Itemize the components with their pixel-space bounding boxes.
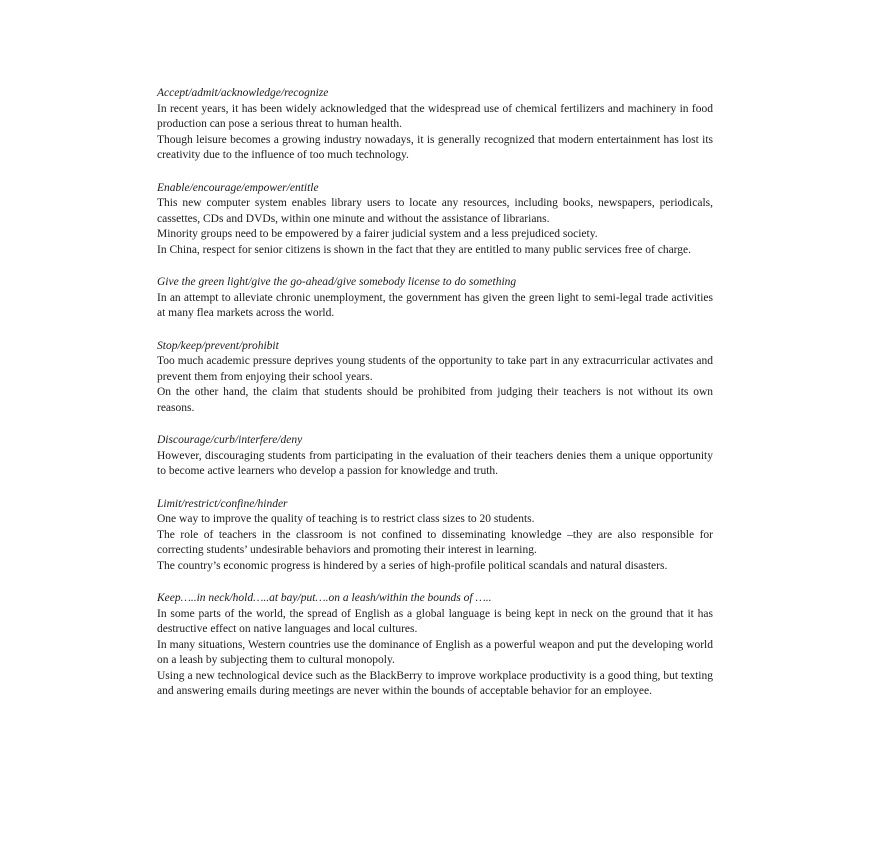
paragraph: Minority groups need to be empowered by a fairer judicial system and a less prejudiced society. xyxy=(157,228,598,240)
section-enable xyxy=(157,181,713,259)
section-heading: Accept/admit/acknowledge/recognize xyxy=(157,87,329,99)
paragraph: This new computer system enables library users to locate any resources, including books, newspapers, periodicals, cassettes, CDs and DVDs, within one minute and without the assistance of librarians. xyxy=(157,197,713,225)
paragraph: In some parts of the world, the spread of English as a global language is being kept in neck on the ground that it has destructive effect on native languages and local cultures. xyxy=(157,607,713,635)
section-heading: Give the green light/give the go-ahead/give somebody license to do something xyxy=(157,276,517,288)
section-accept xyxy=(157,86,713,164)
section-limit xyxy=(157,497,713,575)
section-heading: Enable/encourage/empower/entitle xyxy=(157,181,319,194)
paragraph: One way to improve the quality of teaching is to restrict class sizes to 20 students. xyxy=(157,513,535,525)
section-discourage xyxy=(157,433,713,480)
paragraph: In recent years, it has been widely acknowledged that the widespread use of chemical fertilizers and machinery in food production can pose a serious threat to human health. xyxy=(157,102,713,130)
paragraph: The country’s economic progress is hindered by a series of high-profile political scandals and natural disasters. xyxy=(157,559,668,572)
paragraph: Too much academic pressure deprives young students of the opportunity to take part in any extracurricular activates and prevent them from enjoying their school years. xyxy=(157,355,713,383)
paragraph: In China, respect for senior citizens is shown in the fact that they are entitled to many public services free of charge. xyxy=(157,243,692,256)
section-heading: Limit/restrict/confine/hinder xyxy=(157,497,288,510)
section-heading: Keep…..in neck/hold…..at bay/put….on a leash/within the bounds of ….. xyxy=(157,592,492,604)
document-content xyxy=(157,86,713,717)
paragraph: The role of teachers in the classroom is not confined to disseminating knowledge –they are also responsible for correcting students’ undesirable behaviors and promoting their interest in learning. xyxy=(157,528,713,556)
section-heading: Stop/keep/prevent/prohibit xyxy=(157,339,279,352)
paragraph: In many situations, Western countries use the dominance of English as a powerful weapon and put the developing world on a leash by subjecting them to cultural monopoly. xyxy=(157,638,713,666)
section-keep xyxy=(157,591,713,700)
paragraph: Though leisure becomes a growing industry nowadays, it is generally recognized that modern entertainment has lost its creativity due to the influence of too much technology. xyxy=(157,133,713,161)
paragraph: Using a new technological device such as the BlackBerry to improve workplace productivity is a good thing, but texting and answering emails during meetings are never within the bounds of acceptable behavior for an employee. xyxy=(157,669,713,697)
section-stop xyxy=(157,339,713,417)
paragraph: In an attempt to alleviate chronic unemployment, the government has given the green light to semi-legal trade activities at many flea markets across the world. xyxy=(157,291,713,319)
paragraph: On the other hand, the claim that students should be prohibited from judging their teachers is not without its own reasons. xyxy=(157,386,713,414)
paragraph: However, discouraging students from participating in the evaluation of their teachers denies them a unique opportunity to become active learners who develop a passion for knowledge and truth. xyxy=(157,449,713,477)
section-green-light xyxy=(157,275,713,322)
section-heading: Discourage/curb/interfere/deny xyxy=(157,434,303,446)
